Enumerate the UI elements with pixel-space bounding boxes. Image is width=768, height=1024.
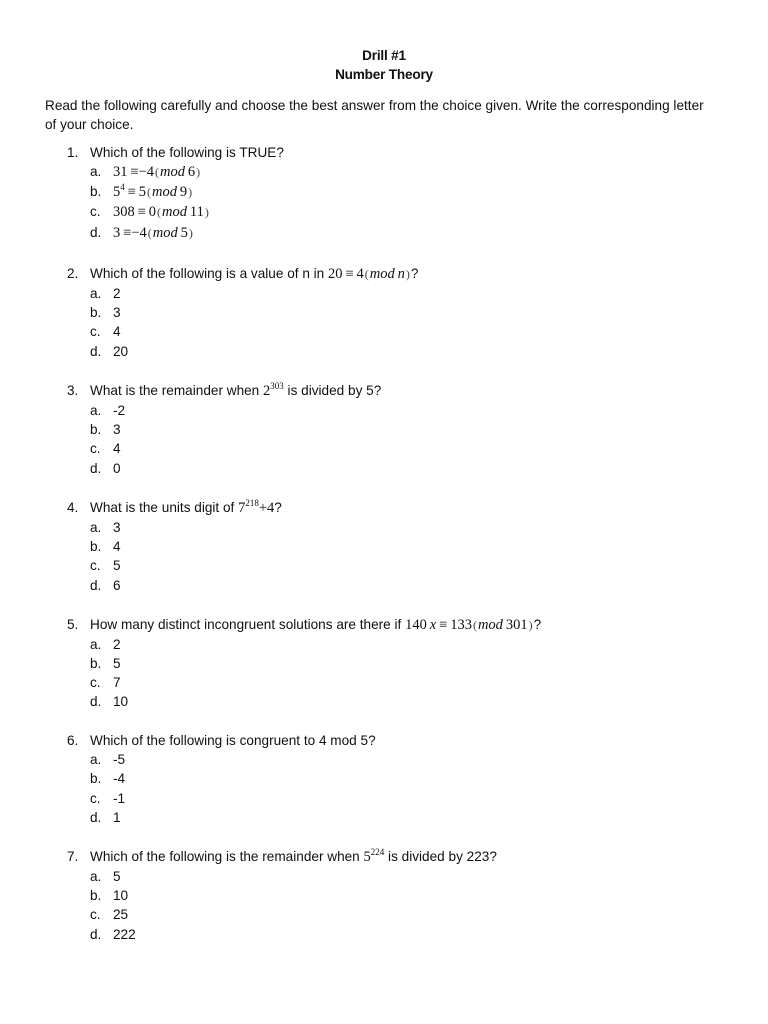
question-text: What is the remainder when $2^{303}$ is divided by 5? xyxy=(90,381,382,399)
option-text: 4 xyxy=(113,539,121,554)
option-text: 4 xyxy=(113,324,121,339)
option-text: 2 xyxy=(113,286,121,301)
option-text: 7 xyxy=(113,675,121,690)
option-text: 3 xyxy=(113,305,121,320)
option-text: 0 xyxy=(113,461,121,476)
option-math: 31 ≡−4(mod 6) xyxy=(113,164,201,180)
option-math: 3 ≡−4(mod 5) xyxy=(113,225,193,241)
option-letter: d. xyxy=(90,225,102,240)
option-text: 10 xyxy=(113,694,129,709)
option-text: 5 xyxy=(113,656,121,671)
option-text: 25 xyxy=(113,907,129,922)
document-page: Drill #1 Number Theory Read the following carefully and choose the best answer from the choice given. Write the corresponding letter of your choice. 1. Which of the following is TRUE? a. 31 ≡−4(mod 6) b. $5^4 \equiv 5(mod$ 9) c. 308 ≡ 0(mod 11) d. 3 ≡−4(mod 5) 2. Which of the following is a value of n in 20 ≡ 4(mod n)? a. 2 b. 3 c. 4 d. 20 3. What is the remainder when $2^{303}$ is divided by 5? a. -2 b. 3 c. 4 d. 0 4. What is the units digit of $7^{218}+4$? a. 3 b. 4 c. 5 d. 6 5. How many distinct incongruent solutions are there if 140 x ≡ 133(mod 301)? a. 2 b. 5 c. 7 d. 10 6. Which of the following is congruent to 4 mod 5? a. -5 b. -4 c. -1 d. 1 7. Which of the following is the remainder when $5^{224}$ is divided by 223? a. 5 b. 10 c. 25 d. 222 xyxy=(0,0,768,1024)
option-text: 20 xyxy=(113,344,129,359)
question-number: 2. xyxy=(67,266,79,281)
question-text: Which of the following is congruent to 4 mod 5? xyxy=(90,733,376,748)
question-number: 1. xyxy=(67,145,79,160)
option-math: 308 ≡ 0(mod 11) xyxy=(113,204,209,220)
question-text: Which of the following is the remainder when $5^{224}$ is divided by 223? xyxy=(90,847,497,865)
option-text: 3 xyxy=(113,520,121,535)
option-math: $5^4 \equiv 5(mod$ 9) xyxy=(113,182,193,200)
option-letter: a. xyxy=(90,164,102,179)
question-number: 7. xyxy=(67,849,79,864)
question-text: Which of the following is TRUE? xyxy=(90,145,284,160)
question-text: Which of the following is a value of n in 20 ≡ 4(mod n)? xyxy=(90,266,419,282)
option-text: 1 xyxy=(113,810,121,825)
option-text: 4 xyxy=(113,441,121,456)
option-letter: c. xyxy=(90,204,101,219)
question-text: How many distinct incongruent solutions are there if 140 x ≡ 133(mod 301)? xyxy=(90,617,542,633)
question-number: 5. xyxy=(67,617,79,632)
instructions-paragraph: Read the following carefully and choose the best answer from the choice given. Write the corresponding letter of your choice. xyxy=(45,98,704,132)
document-title: Drill #1 xyxy=(362,48,406,63)
option-text: 10 xyxy=(113,888,129,903)
question-text: What is the units digit of $7^{218}+4$? xyxy=(90,498,282,516)
option-text: 222 xyxy=(113,927,136,942)
question-number: 6. xyxy=(67,733,79,748)
option-text: -5 xyxy=(113,752,126,767)
document-subtitle: Number Theory xyxy=(335,67,433,82)
option-text: -1 xyxy=(113,791,126,806)
option-text: 2 xyxy=(113,637,121,652)
option-text: 5 xyxy=(113,869,121,884)
option-text: -4 xyxy=(113,771,126,786)
question-number: 3. xyxy=(67,383,79,398)
option-text: 5 xyxy=(113,558,121,573)
option-text: -2 xyxy=(113,403,126,418)
option-text: 6 xyxy=(113,578,121,593)
option-letter: b. xyxy=(90,184,102,199)
option-text: 3 xyxy=(113,422,121,437)
question-number: 4. xyxy=(67,500,79,515)
